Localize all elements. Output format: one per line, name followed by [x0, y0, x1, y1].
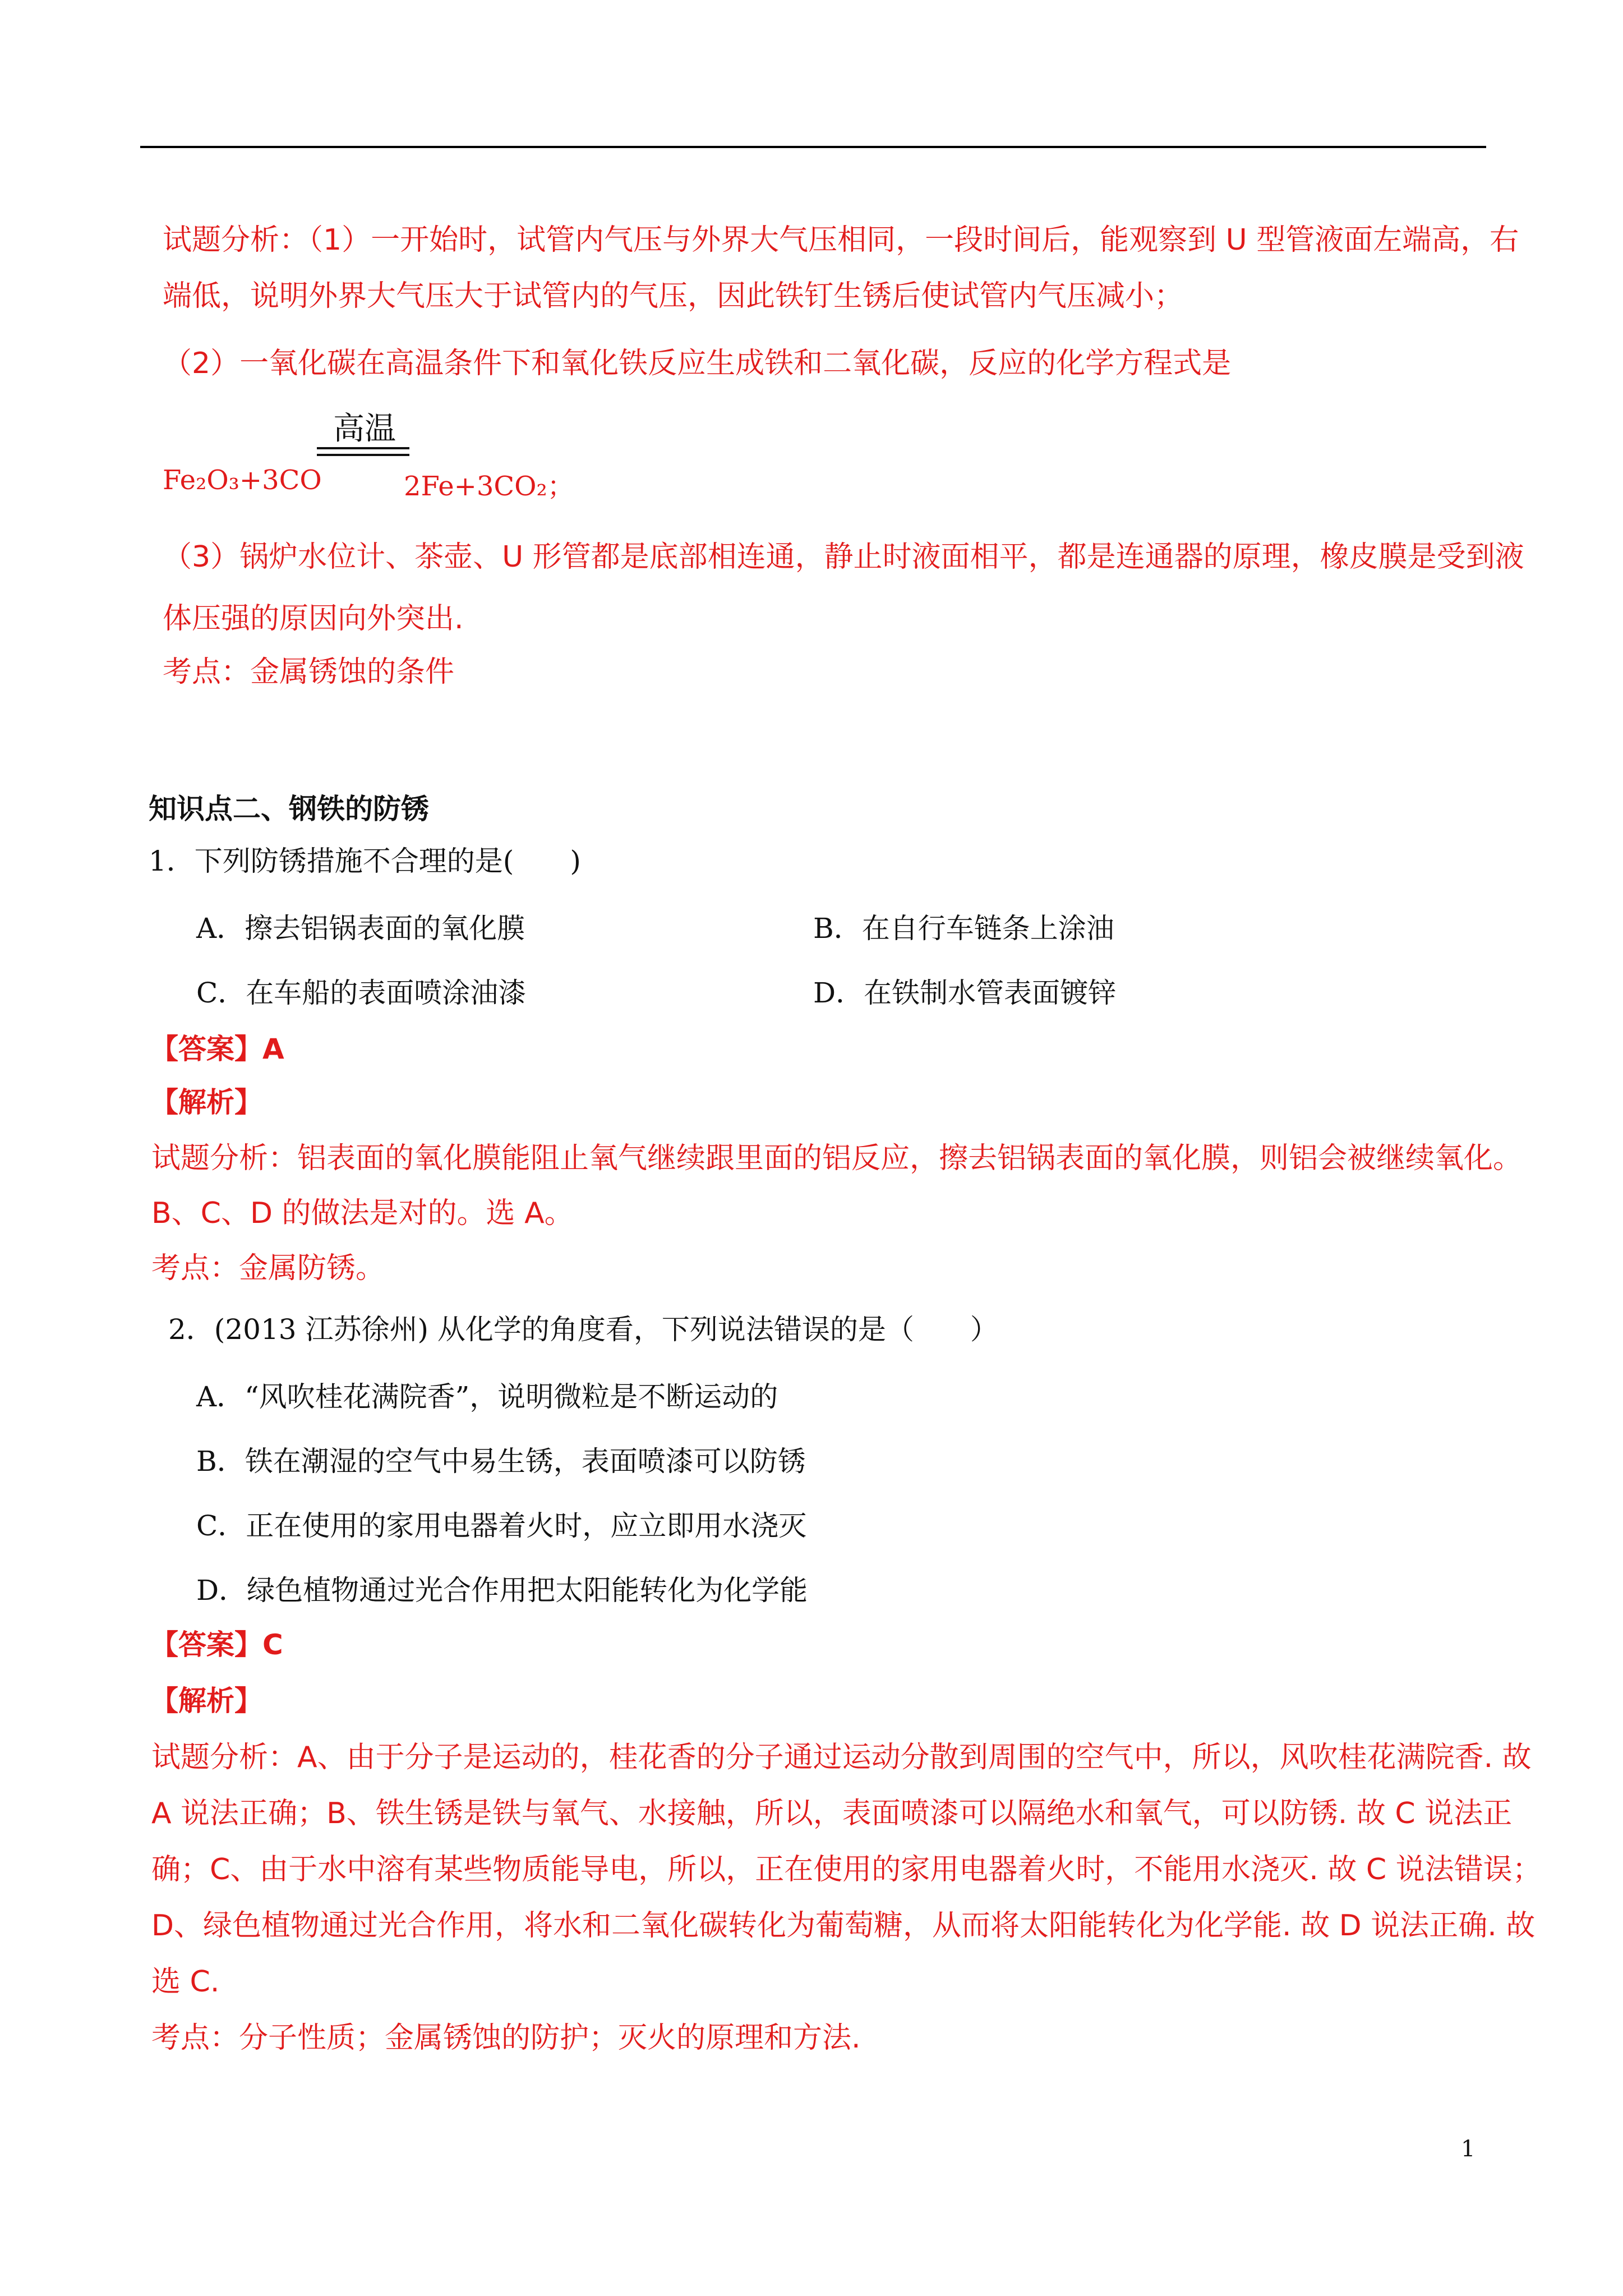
analysis-text-line: 选 C.: [151, 1965, 220, 1999]
question-stem: 1．下列防锈措施不合理的是( ): [149, 845, 581, 877]
kaodian-text: 考点：金属防锈。: [151, 1251, 385, 1285]
analysis-text-line: 端低，说明外界大气压大于试管内的气压，因此铁钉生锈后使试管内气压减小；: [163, 279, 1184, 313]
answer-label: 【答案】A: [150, 1033, 284, 1065]
question-stem: 2．(2013 江苏徐州) 从化学的角度看，下列说法错误的是（ ）: [168, 1313, 998, 1346]
section-heading: 知识点二、钢铁的防锈: [149, 793, 429, 825]
option-d: D．绿色植物通过光合作用把太阳能转化为化学能: [196, 1574, 808, 1607]
option-a: A．“风吹桂花满院香”，说明微粒是不断运动的: [196, 1381, 778, 1413]
analysis-text-line: （3）锅炉水位计、茶壶、U 形管都是底部相连通，静止时液面相平，都是连通器的原理，橡皮膜是受到液: [163, 540, 1524, 574]
analysis-text-line: 试题分析：（1）一开始时，试管内气压与外界大气压相同，一段时间后，能观察到 U 型管液面左端高，右: [163, 223, 1519, 257]
equation-products: 2Fe+3CO₂；: [404, 471, 574, 502]
analysis-text-line: 体压强的原因向外突出.: [163, 602, 464, 636]
option-b: B．铁在潮湿的空气中易生锈，表面喷漆可以防锈: [196, 1445, 806, 1478]
analysis-text-line: （2）一氧化碳在高温条件下和氧化铁反应生成铁和二氧化碳，反应的化学方程式是: [163, 347, 1232, 380]
analysis-label: 【解析】: [150, 1086, 262, 1119]
option-a: A．擦去铝锅表面的氧化膜: [196, 912, 525, 945]
answer-label: 【答案】C: [150, 1628, 283, 1661]
analysis-text-line: D、绿色植物通过光合作用，将水和二氧化碳转化为葡萄糖，从而将太阳能转化为化学能. 故 D 说法正确. 故: [151, 1909, 1536, 1943]
analysis-label: 【解析】: [150, 1685, 262, 1717]
analysis-text-line: 试题分析：A、由于分子是运动的，桂花香的分子通过运动分散到周围的空气中，所以，风吹桂花满院香. 故: [151, 1741, 1532, 1774]
reaction-arrow-line: [317, 454, 409, 456]
option-d: D．在铁制水管表面镀锌: [813, 977, 1117, 1009]
option-c: C．正在使用的家用电器着火时，应立即用水浇灭: [196, 1510, 807, 1542]
equation-reactants: Fe₂O₃+3CO: [163, 464, 322, 496]
header-rule: [140, 146, 1486, 148]
page-number: 1: [1461, 2136, 1476, 2162]
reaction-condition: 高温: [333, 411, 396, 447]
kaodian-text: 考点：分子性质；金属锈蚀的防护；灭火的原理和方法.: [151, 2021, 861, 2055]
analysis-text-line: A 说法正确；B、铁生锈是铁与氧气、水接触，所以，表面喷漆可以隔绝水和氧气，可以防锈. 故 C 说法正: [151, 1797, 1513, 1830]
analysis-text-line: 试题分析：铝表面的氧化膜能阻止氧气继续跟里面的铝反应，擦去铝锅表面的氧化膜，则铝会被继续氧化。: [151, 1142, 1523, 1175]
kaodian-text: 考点：金属锈蚀的条件: [163, 655, 455, 689]
reaction-arrow-line: [317, 447, 409, 449]
option-c: C．在车船的表面喷涂油漆: [196, 977, 527, 1009]
option-b: B．在自行车链条上涂油: [813, 912, 1114, 945]
analysis-text-line: 确；C、由于水中溶有某些物质能导电，所以，正在使用的家用电器着火时，不能用水浇灭. 故 C 说法错误；: [151, 1853, 1542, 1887]
analysis-text-line: B、C、D 的做法是对的。选 A。: [151, 1197, 574, 1230]
